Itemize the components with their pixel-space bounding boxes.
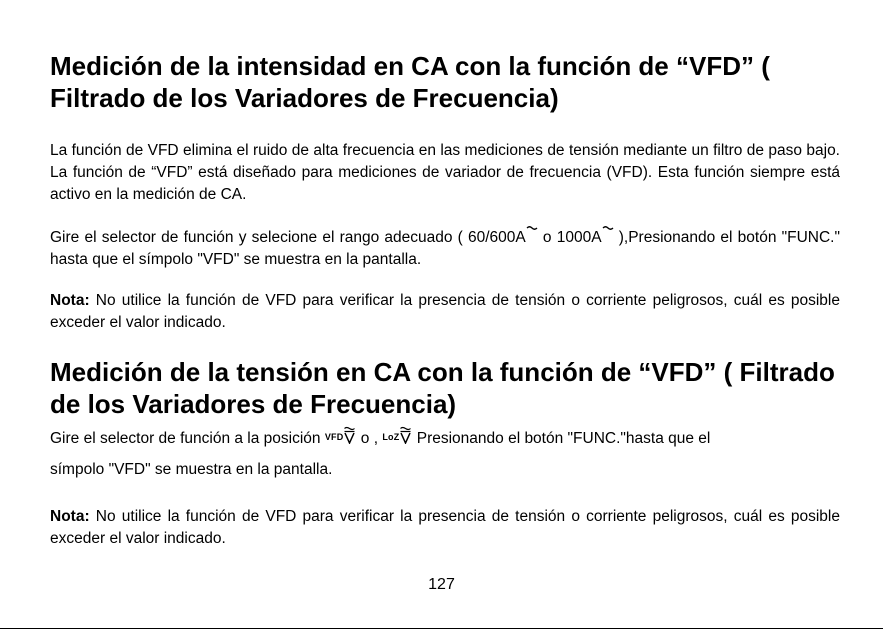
- section2-paragraph-1-part-a: Gire el selector de función a la posición: [50, 430, 325, 447]
- section2-paragraph-1: [50, 426, 840, 450]
- section1-paragraph-2-part-b: o 1000A: [537, 229, 602, 246]
- vfd-prefix-label: VFD: [324, 432, 344, 442]
- section1-note-text: No utilice la función de VFD para verificar la presencia de tensión o corriente peligrosos, cuál es posible exceder el valor indicado.: [50, 292, 840, 331]
- loz-prefix-label: LoZ: [382, 432, 400, 442]
- section1-note-label: Nota:: [50, 292, 90, 309]
- section1-paragraph-2-part-a: Gire el selector de función y selecione el rango adecuado ( 60/600A: [50, 229, 526, 246]
- section1-paragraph-2: [50, 225, 840, 271]
- bottom-rule: [0, 628, 883, 629]
- section1-paragraph-1: La función de VFD elimina el ruido de alta frecuencia en las mediciones de tensión mediante un filtro de paso bajo. La función de “VFD” está diseñado para mediciones de variador de frecuencia (VFD). Esta función siempre está activo en la medición de CA.: [50, 142, 840, 203]
- section1-note: [50, 290, 840, 334]
- section2-note-text: No utilice la función de VFD para verificar la presencia de tensión o corriente peligrosos, cuál es posible exceder el valor indicado.: [50, 508, 840, 547]
- section2-note: [50, 506, 840, 550]
- section2-note-label: Nota:: [50, 508, 90, 525]
- ac-current-symbol-icon-2: [602, 225, 614, 249]
- ac-voltage-symbol-icon-2: [399, 426, 412, 450]
- ac-voltage-symbol-icon: [343, 426, 356, 450]
- section2-paragraph-1-part-b: o ,: [356, 430, 383, 447]
- section2-paragraph-1-part-c: Presionando el botón "FUNC."hasta que el: [412, 430, 711, 447]
- ac-current-symbol-icon: [526, 225, 538, 249]
- page-number: 127: [428, 576, 455, 593]
- section1-title: Medición de la intensidad en CA con la función de “VFD” ( Filtrado de los Variadores de Frecuencia): [50, 51, 770, 113]
- section1-paragraph-2-part-c: ),Presionando el botón "FUNC." hasta que el símpolo "VFD" se muestra en la pantalla.: [50, 229, 840, 268]
- document-page: [50, 50, 840, 550]
- section2-title: Medición de la tensión en CA con la función de “VFD” ( Filtrado de los Variadores de Frecuencia): [50, 357, 835, 419]
- section2-paragraph-1-continued: símpolo "VFD" se muestra en la pantalla.: [50, 461, 333, 478]
